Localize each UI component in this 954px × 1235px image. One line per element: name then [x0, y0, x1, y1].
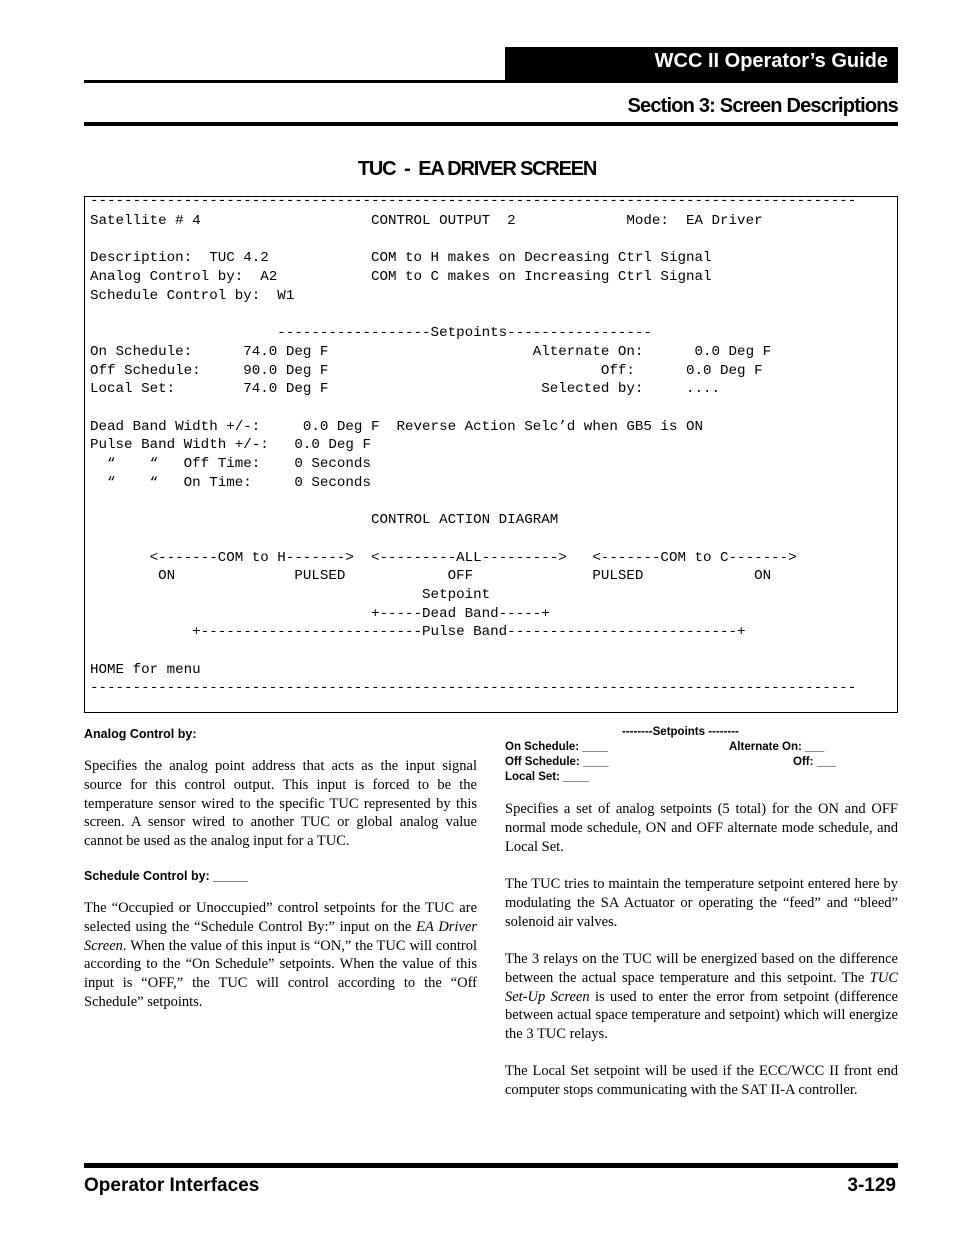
- section-title: Section 3: Screen Descriptions: [627, 95, 898, 117]
- setpoints-heading: --------Setpoints --------: [622, 726, 739, 738]
- analog-control-description: Specifies the analog point address that acts as the input signal source for this control output. This input is forced to be the temperature sensor wired to the specific TUC represented by this screen. A sensor wired to another TUC or global analog value cannot be used as the analog input for a TUC.: [84, 758, 477, 850]
- alternate-on-label: Alternate On: ___: [729, 741, 825, 753]
- setpoints-paragraph-1: Specifies a set of analog setpoints (5 total) for the ON and OFF normal mode schedule, ON and OFF alternate mode schedule, and Local Set.: [505, 801, 898, 855]
- off-label: Off: ___: [793, 756, 836, 768]
- analog-control-heading: Analog Control by:: [84, 727, 197, 741]
- on-schedule-label: On Schedule: ____: [505, 741, 608, 753]
- terminal-line: “ “ Off Time: 0 Seconds: [90, 456, 371, 472]
- setpoints-paragraph-3: [505, 950, 898, 1044]
- screen-title: TUC - EA DRIVER SCREEN: [357, 158, 597, 180]
- terminal-line: ------------------Setpoints-----------------: [90, 325, 652, 341]
- schedule-text-part: The “Occupied or Unoccupied” control setpoints for the TUC are selected using the “Schedule Control By:” input on the: [84, 900, 477, 935]
- terminal-line: Schedule Control by: W1: [90, 288, 295, 304]
- setpoints-paragraph-4: The Local Set setpoint will be used if the ECC/WCC II front end computer stops communicating with the SAT II-A controller.: [505, 1063, 898, 1098]
- page-number: 3-129: [847, 1175, 896, 1196]
- para3-text-italic: TUC Set-Up Screen: [505, 969, 898, 1005]
- guide-title: WCC II Operator’s Guide: [654, 50, 888, 72]
- schedule-text-italic: EA Driver Screen: [84, 918, 477, 954]
- schedule-control-description: [84, 899, 477, 1012]
- terminal-line: Off Schedule: 90.0 Deg F Off: 0.0 Deg F: [90, 363, 763, 379]
- terminal-line: Setpoint: [90, 587, 491, 603]
- footer-rule: [84, 1163, 898, 1168]
- terminal-screen: [84, 193, 898, 713]
- terminal-line: ON PULSED OFF PULSED ON: [90, 568, 772, 584]
- terminal-line: ------------------------------------------------------------------------------------------: [90, 193, 857, 209]
- terminal-line: “ “ On Time: 0 Seconds: [90, 475, 371, 491]
- para3-text-part: is used to enter the error from setpoint (difference between actual space temperature and setpoint) which will energize the 3 TUC relays.: [505, 988, 898, 1043]
- off-schedule-label: Off Schedule: ____: [505, 756, 609, 768]
- terminal-line: Local Set: 74.0 Deg F Selected by: ....: [90, 381, 721, 397]
- terminal-line: <-------COM to H-------> <---------ALL---------> <-------COM to C------->: [90, 550, 797, 566]
- local-set-label: Local Set: ____: [505, 771, 589, 783]
- terminal-line: HOME for menu: [90, 662, 201, 678]
- terminal-line: Satellite # 4 CONTROL OUTPUT 2 Mode: EA Driver: [90, 213, 763, 229]
- footer-section-name: Operator Interfaces: [84, 1175, 260, 1196]
- terminal-line: +-----Dead Band-----+: [90, 606, 550, 622]
- terminal-line: CONTROL ACTION DIAGRAM: [90, 512, 559, 528]
- para3-text-part: The 3 relays on the TUC will be energized based on the difference between the actual space temperature and this setpoint. The: [505, 951, 898, 986]
- guide-title-banner: [505, 47, 898, 81]
- setpoints-paragraph-2: The TUC tries to maintain the temperature setpoint entered here by modulating the SA Actuator or operating the “feed” and “bleed” solenoid air valves.: [505, 876, 898, 930]
- terminal-line: Dead Band Width +/-: 0.0 Deg F Reverse Action Selc’d when GB5 is ON: [90, 419, 703, 435]
- schedule-control-heading: Schedule Control by: _____: [84, 869, 248, 883]
- terminal-line: Pulse Band Width +/-: 0.0 Deg F: [90, 437, 371, 453]
- header-rule: [84, 80, 898, 83]
- schedule-text-part: . When the value of this input is “ON,” the TUC will control according to the “On Schedule” setpoints. When the value of this input is “OFF,” the TUC will control according to the “Off Schedule” setpoints.: [84, 937, 477, 1010]
- terminal-line: Analog Control by: A2 COM to C makes on Increasing Ctrl Signal: [90, 269, 712, 285]
- terminal-line: Description: TUC 4.2 COM to H makes on Decreasing Ctrl Signal: [90, 250, 712, 266]
- terminal-line: ------------------------------------------------------------------------------------------: [90, 680, 857, 696]
- terminal-line: +--------------------------Pulse Band---------------------------+: [90, 624, 746, 640]
- terminal-line: On Schedule: 74.0 Deg F Alternate On: 0.0 Deg F: [90, 344, 772, 360]
- section-rule: [84, 122, 898, 126]
